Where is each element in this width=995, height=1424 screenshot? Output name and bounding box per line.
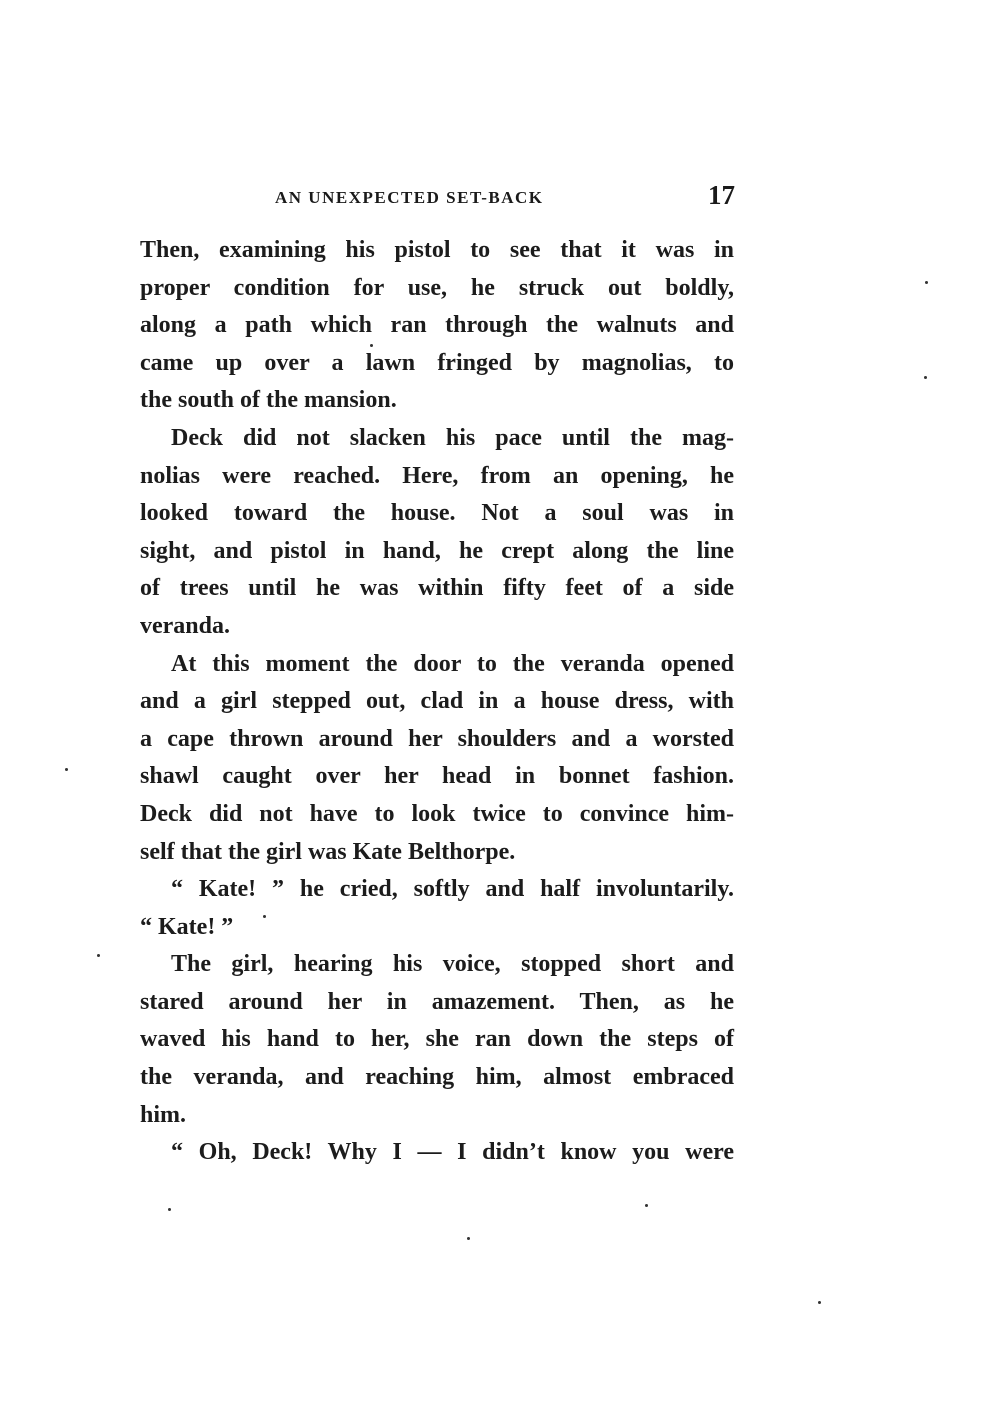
text-line: Deck did not slacken his pace until the mag- [171, 424, 734, 451]
text-line: Deck did not have to look twice to convince him- [140, 800, 734, 827]
text-line: At this moment the door to the veranda opened [171, 650, 734, 677]
text-line: Then, examining his pistol to see that it was in [140, 237, 734, 263]
text-line: waved his hand to her, she ran down the steps of [140, 1026, 734, 1053]
text-line: a cape thrown around her shoulders and a worsted [140, 725, 734, 752]
text-line: him. [140, 1101, 187, 1128]
scan-speck [263, 915, 266, 918]
scan-speck [818, 1301, 821, 1304]
text-line: “ Oh, Deck! Why I — I didn’t know you were [171, 1139, 734, 1166]
text-line: veranda. [140, 612, 230, 639]
text-line: and a girl stepped out, clad in a house dress, with [140, 688, 734, 715]
text-line: proper condition for use, he struck out boldly, [140, 274, 734, 301]
text-line: stared around her in amazement. Then, as he [140, 988, 734, 1015]
scan-speck [168, 1208, 171, 1211]
text-line: along a path which ran through the walnuts and [140, 312, 734, 339]
text-line: The girl, hearing his voice, stopped short and [171, 951, 734, 978]
text-line: nolias were reached. Here, from an opening, he [140, 462, 734, 489]
text-line: of trees until he was within fifty feet of a side [140, 575, 734, 602]
scan-speck [467, 1237, 470, 1240]
text-line: “ Kate! ” he cried, softly and half involuntarily. [171, 876, 734, 903]
scan-speck [925, 281, 928, 284]
text-line: sight, and pistol in hand, he crept along the line [140, 537, 734, 564]
text-line: shawl caught over her head in bonnet fashion. [140, 763, 734, 790]
scan-speck [370, 344, 373, 347]
running-head [140, 178, 737, 218]
text-line: came up over a lawn fringed by magnolias, to [140, 349, 734, 376]
text-line: “ Kate! ” [140, 913, 234, 940]
scan-speck [65, 768, 68, 771]
text-line: the south of the mansion. [140, 387, 397, 414]
scan-speck [924, 376, 927, 379]
text-line: the veranda, and reaching him, almost embraced [140, 1064, 734, 1091]
text-line: looked toward the house. Not a soul was in [140, 500, 734, 527]
page-number: 17 [708, 180, 735, 210]
running-title: AN UNEXPECTED SET-BACK [275, 188, 544, 207]
body-text [140, 232, 734, 1172]
scan-speck [645, 1204, 648, 1207]
scan-speck [97, 954, 100, 957]
text-line: self that the girl was Kate Belthorpe. [140, 838, 516, 865]
